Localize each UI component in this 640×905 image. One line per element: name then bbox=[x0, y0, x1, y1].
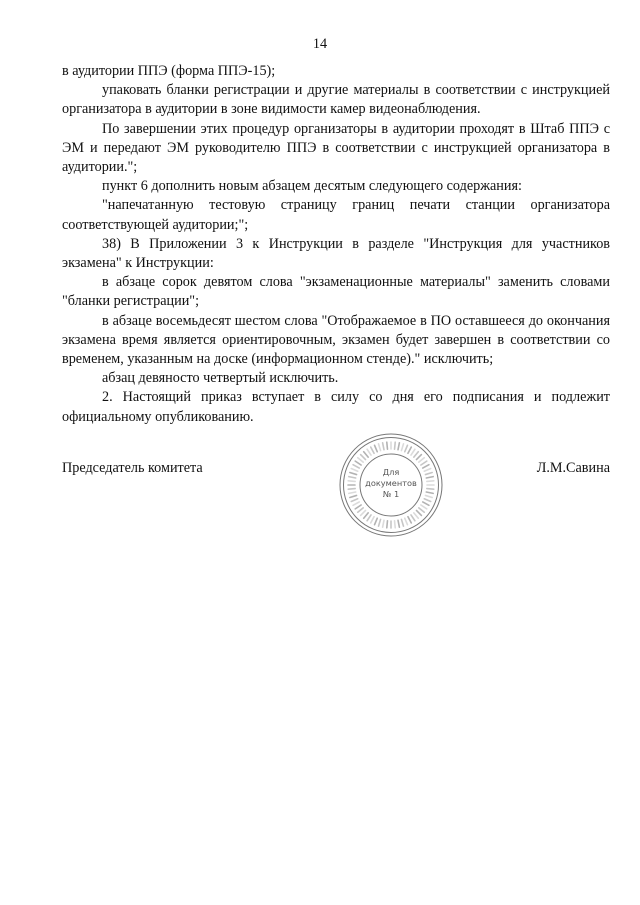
paragraph: 2. Настоящий приказ вступает в силу со дня его подписания и подлежит официальному опубликованию. bbox=[62, 389, 610, 425]
paragraph: упаковать бланки регистрации и другие материалы в соответствии с инструкцией организатора в аудитории в зоне видимости камер видеонаблюдения. bbox=[62, 82, 610, 118]
paragraph: По завершении этих процедур организаторы в аудитории проходят в Штаб ППЭ с ЭМ и передают ЭМ руководителю ППЭ в соответствии с инструкцией организатора в аудитории."; bbox=[62, 120, 610, 176]
paragraph: в абзаце восемьдесят шестом слова "Отображаемое в ПО оставшееся до окончания экзамена время является ориентировочным, экзамен будет завершен в соответствии со временем, указанным на доске (информационном стенде)." исключить; bbox=[62, 312, 610, 368]
seal-text-line: № 1 bbox=[382, 489, 400, 499]
official-seal bbox=[338, 432, 444, 538]
paragraph: абзац девяносто четвертый исключить. bbox=[102, 370, 339, 387]
seal-text-line: документов bbox=[365, 478, 417, 488]
page-number: 14 bbox=[312, 36, 328, 52]
paragraph: пункт 6 дополнить новым абзацем десятым следующего содержания: bbox=[102, 178, 522, 195]
seal-text-line: Для bbox=[382, 467, 400, 477]
paragraph: 38) В Приложении 3 к Инструкции в разделе "Инструкция для участников экзамена" к Инструкции: bbox=[62, 235, 610, 272]
document-body bbox=[62, 62, 610, 427]
paragraph: "напечатанную тестовую страницу границ печати станции организатора соответствующей аудитории;"; bbox=[62, 197, 610, 233]
signature-position-title: Председатель комитета bbox=[62, 460, 203, 476]
paragraph: в абзаце сорок девятом слова "экзаменационные материалы" заменить словами "бланки регистрации"; bbox=[62, 274, 610, 310]
signature-name: Л.М.Савина bbox=[536, 460, 610, 476]
paragraph: в аудитории ППЭ (форма ППЭ-15); bbox=[62, 63, 276, 79]
